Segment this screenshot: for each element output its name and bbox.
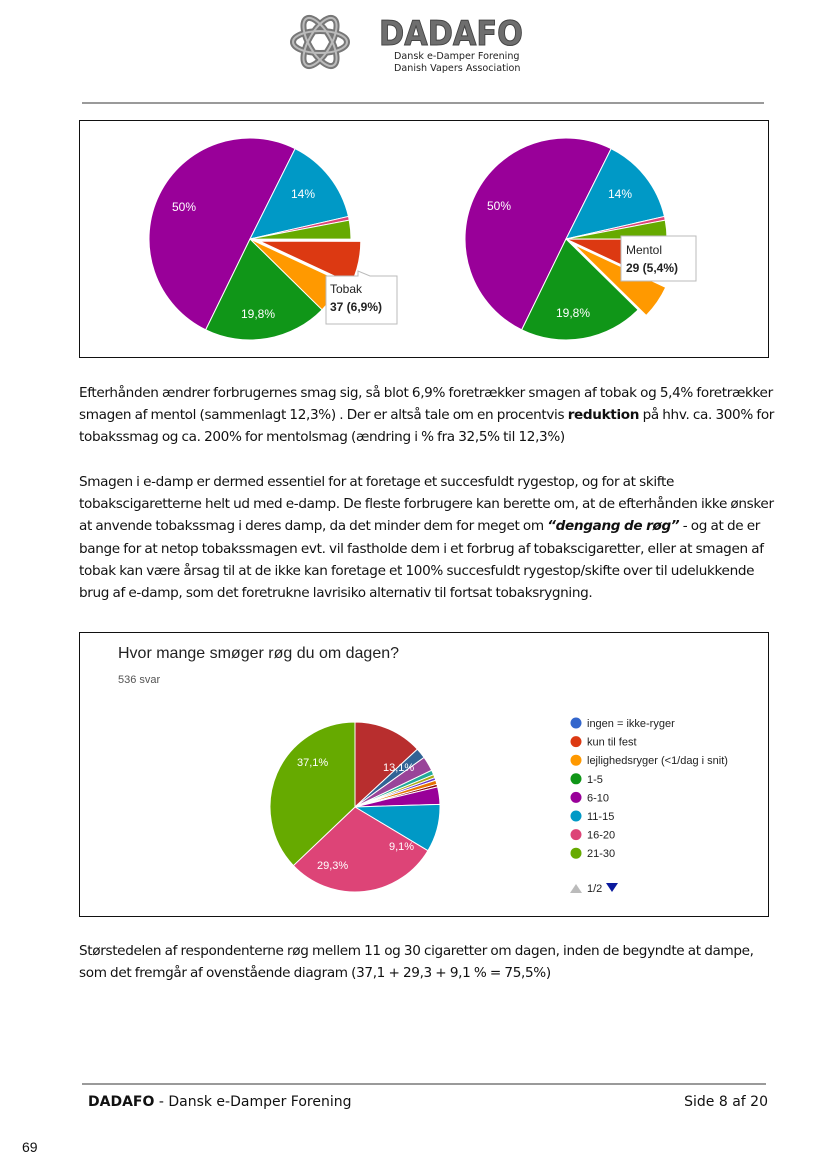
paragraph2-text-a: Smagen i e-damp er dermed essentiel for at foretage et succesfuldt rygestop, og for at skifte tobakscigaretterne helt ud med e-damp. De fleste forbrugere kan berette om, at de efterhånden ikke ønsker at anvende tobakssmag i deres damp, da det minder dem for meget om — [79, 474, 774, 535]
paragraph-majority-summary: Størstedelen af respondenterne røg mellem 11 og 30 cigaretter om dagen, inden de begyndte at dampe, som det fremgår af ovenstående diagram (37,1 + 29,3 + 9,1 % = 75,5%) — [79, 943, 754, 982]
legend-label-3[interactable]: 1-5 — [587, 773, 603, 786]
legend-label-1[interactable]: kun til fest — [587, 736, 637, 749]
tooltip-tobak — [326, 271, 397, 324]
header-divider — [82, 102, 764, 104]
brand-subtitle-english: Danish Vapers Association — [394, 63, 521, 74]
pager-label: 1/2 — [587, 883, 603, 895]
pie3-label-371: 37,1% — [297, 757, 329, 769]
pager-next-icon[interactable] — [606, 883, 618, 892]
legend-swatch-7 — [571, 848, 582, 859]
footer-page-number: Side 8 af 20 — [684, 1094, 768, 1110]
footer-brand: DADAFO — [88, 1094, 155, 1110]
pie3-label-91: 9,1% — [389, 841, 415, 853]
legend-label-6[interactable]: 16-20 — [587, 829, 616, 842]
legend-swatch-3 — [571, 773, 582, 784]
margin-page-number: 69 — [22, 1139, 38, 1155]
paragraph1-bold-reduktion: reduktion — [567, 407, 640, 424]
legend-swatch-2 — [571, 755, 582, 766]
legend-label-2[interactable]: lejlighedsryger (<1/dag i snit) — [587, 755, 728, 768]
cigarettes-per-day-figure — [79, 632, 769, 917]
legend-swatch-5 — [571, 811, 582, 822]
legend-swatch-4 — [571, 792, 582, 803]
chart-legend — [571, 718, 728, 861]
brand-subtitle-danish: Dansk e-Damper Forening — [394, 51, 520, 62]
legend-swatch-1 — [571, 736, 582, 747]
pie3-label-131: 13,1% — [383, 762, 415, 774]
chart-response-count: 536 svar — [118, 674, 161, 686]
pie2-label-198: 19,8% — [556, 306, 591, 320]
tooltip-tobak-value: 37 (6,9%) — [330, 300, 383, 314]
tooltip-mentol-value: 29 (5,4%) — [626, 261, 679, 275]
legend-swatch-0 — [571, 718, 582, 729]
legend-label-0[interactable]: ingen = ikke-ryger — [587, 718, 675, 730]
pie3-label-293: 29,3% — [317, 860, 349, 872]
paragraph2-emphasis: “dengang de røg” — [547, 518, 680, 535]
paragraph1-text-b: på hhv. ca. 300% for tobakssmag og ca. 200% for mentolsmag (ændring i % fra 32,5% til 12,3%) — [79, 407, 775, 446]
legend-label-4[interactable]: 6-10 — [587, 792, 610, 805]
pie1-label-14: 14% — [291, 187, 316, 201]
paragraph-flavor-importance — [79, 471, 779, 604]
pie2-label-14: 14% — [608, 187, 633, 201]
tooltip-mentol-title: Mentol — [626, 243, 663, 257]
flavor-pies-figure — [79, 120, 769, 358]
pie2-label-50: 50% — [487, 199, 512, 213]
pie1-label-50: 50% — [172, 200, 197, 214]
paragraph-flavor-change — [79, 382, 779, 449]
paragraph1-text-a: Efterhånden ændrer forbrugernes smag sig, så blot 6,9% foretrækker smagen af tobak og 5,4% foretrækker smagen af mentol (sammenlagt 12,3%) . Der er altså tale om en procentvis — [79, 385, 773, 424]
legend-label-5[interactable]: 11-15 — [587, 811, 615, 823]
footer-organization — [88, 1094, 352, 1110]
footer-org-name: - Dansk e-Damper Forening — [154, 1094, 352, 1110]
tooltip-mentol — [621, 236, 696, 281]
cigarettes-pie-svg — [80, 633, 770, 918]
pie-chart-cigarettes — [270, 722, 440, 892]
legend-pager — [570, 883, 618, 895]
tooltip-tobak-title: Tobak — [330, 282, 363, 296]
paragraph2-text-b: - og at de er bange for at netop tobakssmagen evt. vil fastholde dem i et forbrug af tobakscigaretter, eller at smagen af tobak kan være årsag til at de ikke kan foretage et 100% succesfuldt rygestop/skifte over til udelukkende brug af e-damp, som det foretrukne lavrisiko alternativ til fortsat tobaksrygning. — [79, 518, 764, 602]
chart-title: Hvor mange smøger røg du om dagen? — [118, 645, 400, 662]
dadafo-atom-logo — [288, 12, 352, 72]
footer-divider — [82, 1083, 766, 1085]
legend-swatch-6 — [571, 829, 582, 840]
brand-wordmark — [378, 14, 524, 54]
legend-label-7[interactable]: 21-30 — [587, 848, 616, 861]
brand-wordmark-text: DADAFO — [379, 14, 523, 54]
pager-prev-icon[interactable] — [570, 884, 582, 893]
pie1-label-198: 19,8% — [241, 307, 276, 321]
flavor-pies-svg — [80, 121, 770, 359]
